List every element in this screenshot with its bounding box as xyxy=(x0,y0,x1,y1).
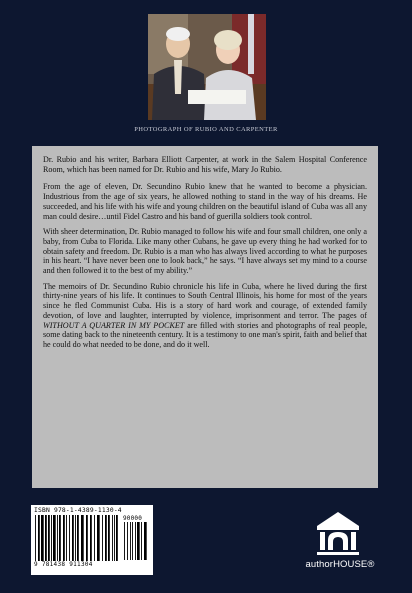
barcode-bar xyxy=(94,515,95,561)
price-code: 90000 xyxy=(123,515,143,522)
photo-caption: PHOTOGRAPH OF RUBIO AND CARPENTER xyxy=(134,126,278,133)
barcode-bar xyxy=(35,515,36,561)
barcode-bar xyxy=(45,515,47,561)
barcode-bar xyxy=(75,515,76,561)
barcode-bar xyxy=(108,515,110,561)
barcode-main-bars xyxy=(34,515,120,561)
barcode-bar xyxy=(130,522,131,560)
author-photograph xyxy=(148,14,266,120)
barcode-bar xyxy=(135,522,136,560)
determination-paragraph: With sheer determination, Dr. Rubio managed to follow his wife and four small children, one only a baby, from Cuba to Florida. Like many other Cubans, he gave up every thing he had worked for to obtain safety and freedom. Dr. Rubio is a man who has always lived according to what he purposes in his heart. “I have never been one to look back,” he says. “I have always set my mind to a course and then followed it to the best of my ability.” xyxy=(43,227,367,276)
price-block xyxy=(123,515,147,561)
barcode-bar xyxy=(116,515,118,561)
barcode-bar xyxy=(51,515,52,561)
barcode-bar xyxy=(124,522,125,560)
book-title: WITHOUT A QUARTER IN MY POCKET xyxy=(43,320,185,330)
barcode-bar xyxy=(57,515,58,561)
barcode-bar xyxy=(132,522,133,560)
barcode-bar xyxy=(72,515,74,561)
memoirs-text-end: are filled with stories and photographs of real people, some dating back to the nineteenth century. It is a testimony to one man's spirit, faith and belief that he could do what needed to be done, and do it well. xyxy=(43,320,367,349)
barcode-bar xyxy=(127,522,128,560)
intro-paragraph: From the age of eleven, Dr. Secundino Rubio knew that he wanted to become a physician. Industrious from the age of six years, he allowed nothing to stand in the way of his dreams. He succeeded, and his life with his wife and young children on the beautiful island of Cuba was all any man could desire…until Fidel Castro and his band of guerilla soldiers took control. xyxy=(43,182,367,221)
barcode-price-bars xyxy=(123,522,147,560)
barcode-bar xyxy=(77,515,79,561)
authorhouse-logo-icon xyxy=(315,510,361,556)
barcode-bar xyxy=(137,522,140,560)
back-cover-text-panel xyxy=(32,146,378,488)
barcode-bar xyxy=(105,515,107,561)
barcode-bar xyxy=(102,515,103,561)
barcode-bar xyxy=(86,515,88,561)
barcode-bar xyxy=(114,515,115,561)
barcode-bar xyxy=(69,515,70,561)
photo-description-paragraph: Dr. Rubio and his writer, Barbara Elliott Carpenter, at work in the Salem Hospital Conference Room, which has been named for Dr. Rubio and his wife, Mary Jo Rubio. xyxy=(43,155,367,174)
barcode-bar xyxy=(38,515,40,561)
barcode-bar xyxy=(81,515,84,561)
barcode-bar xyxy=(59,515,61,561)
barcode-bar xyxy=(66,515,67,561)
barcode-bar xyxy=(63,515,65,561)
isbn-label: ISBN 978-1-4389-1130-4 xyxy=(34,507,122,514)
barcode-bar xyxy=(41,515,44,561)
isbn-barcode xyxy=(31,505,153,575)
barcode-bars-row xyxy=(34,515,150,561)
publisher-name: authorHOUSE® xyxy=(305,559,375,570)
barcode-bar xyxy=(112,515,113,561)
barcode-digits: 9 781438 911304 xyxy=(34,561,93,568)
memoirs-paragraph xyxy=(43,282,367,350)
memoirs-text-start: The memoirs of Dr. Secundino Rubio chronicle his life in Cuba, where he lived during the first thirty-nine years of his life. It continues to South Central Illinois, his home for most of the years since he fled Communist Cuba. His is a story of hard work and courage, of extended family devotion, of love and laughter, interrupted by violence, imprisonment and terror. The pages of xyxy=(43,281,367,320)
barcode-bar xyxy=(141,522,142,560)
barcode-bar xyxy=(90,515,92,561)
barcode-bar xyxy=(48,515,50,561)
barcode-bar xyxy=(97,515,100,561)
barcode-bar xyxy=(144,522,147,560)
barcode-bar xyxy=(53,515,56,561)
